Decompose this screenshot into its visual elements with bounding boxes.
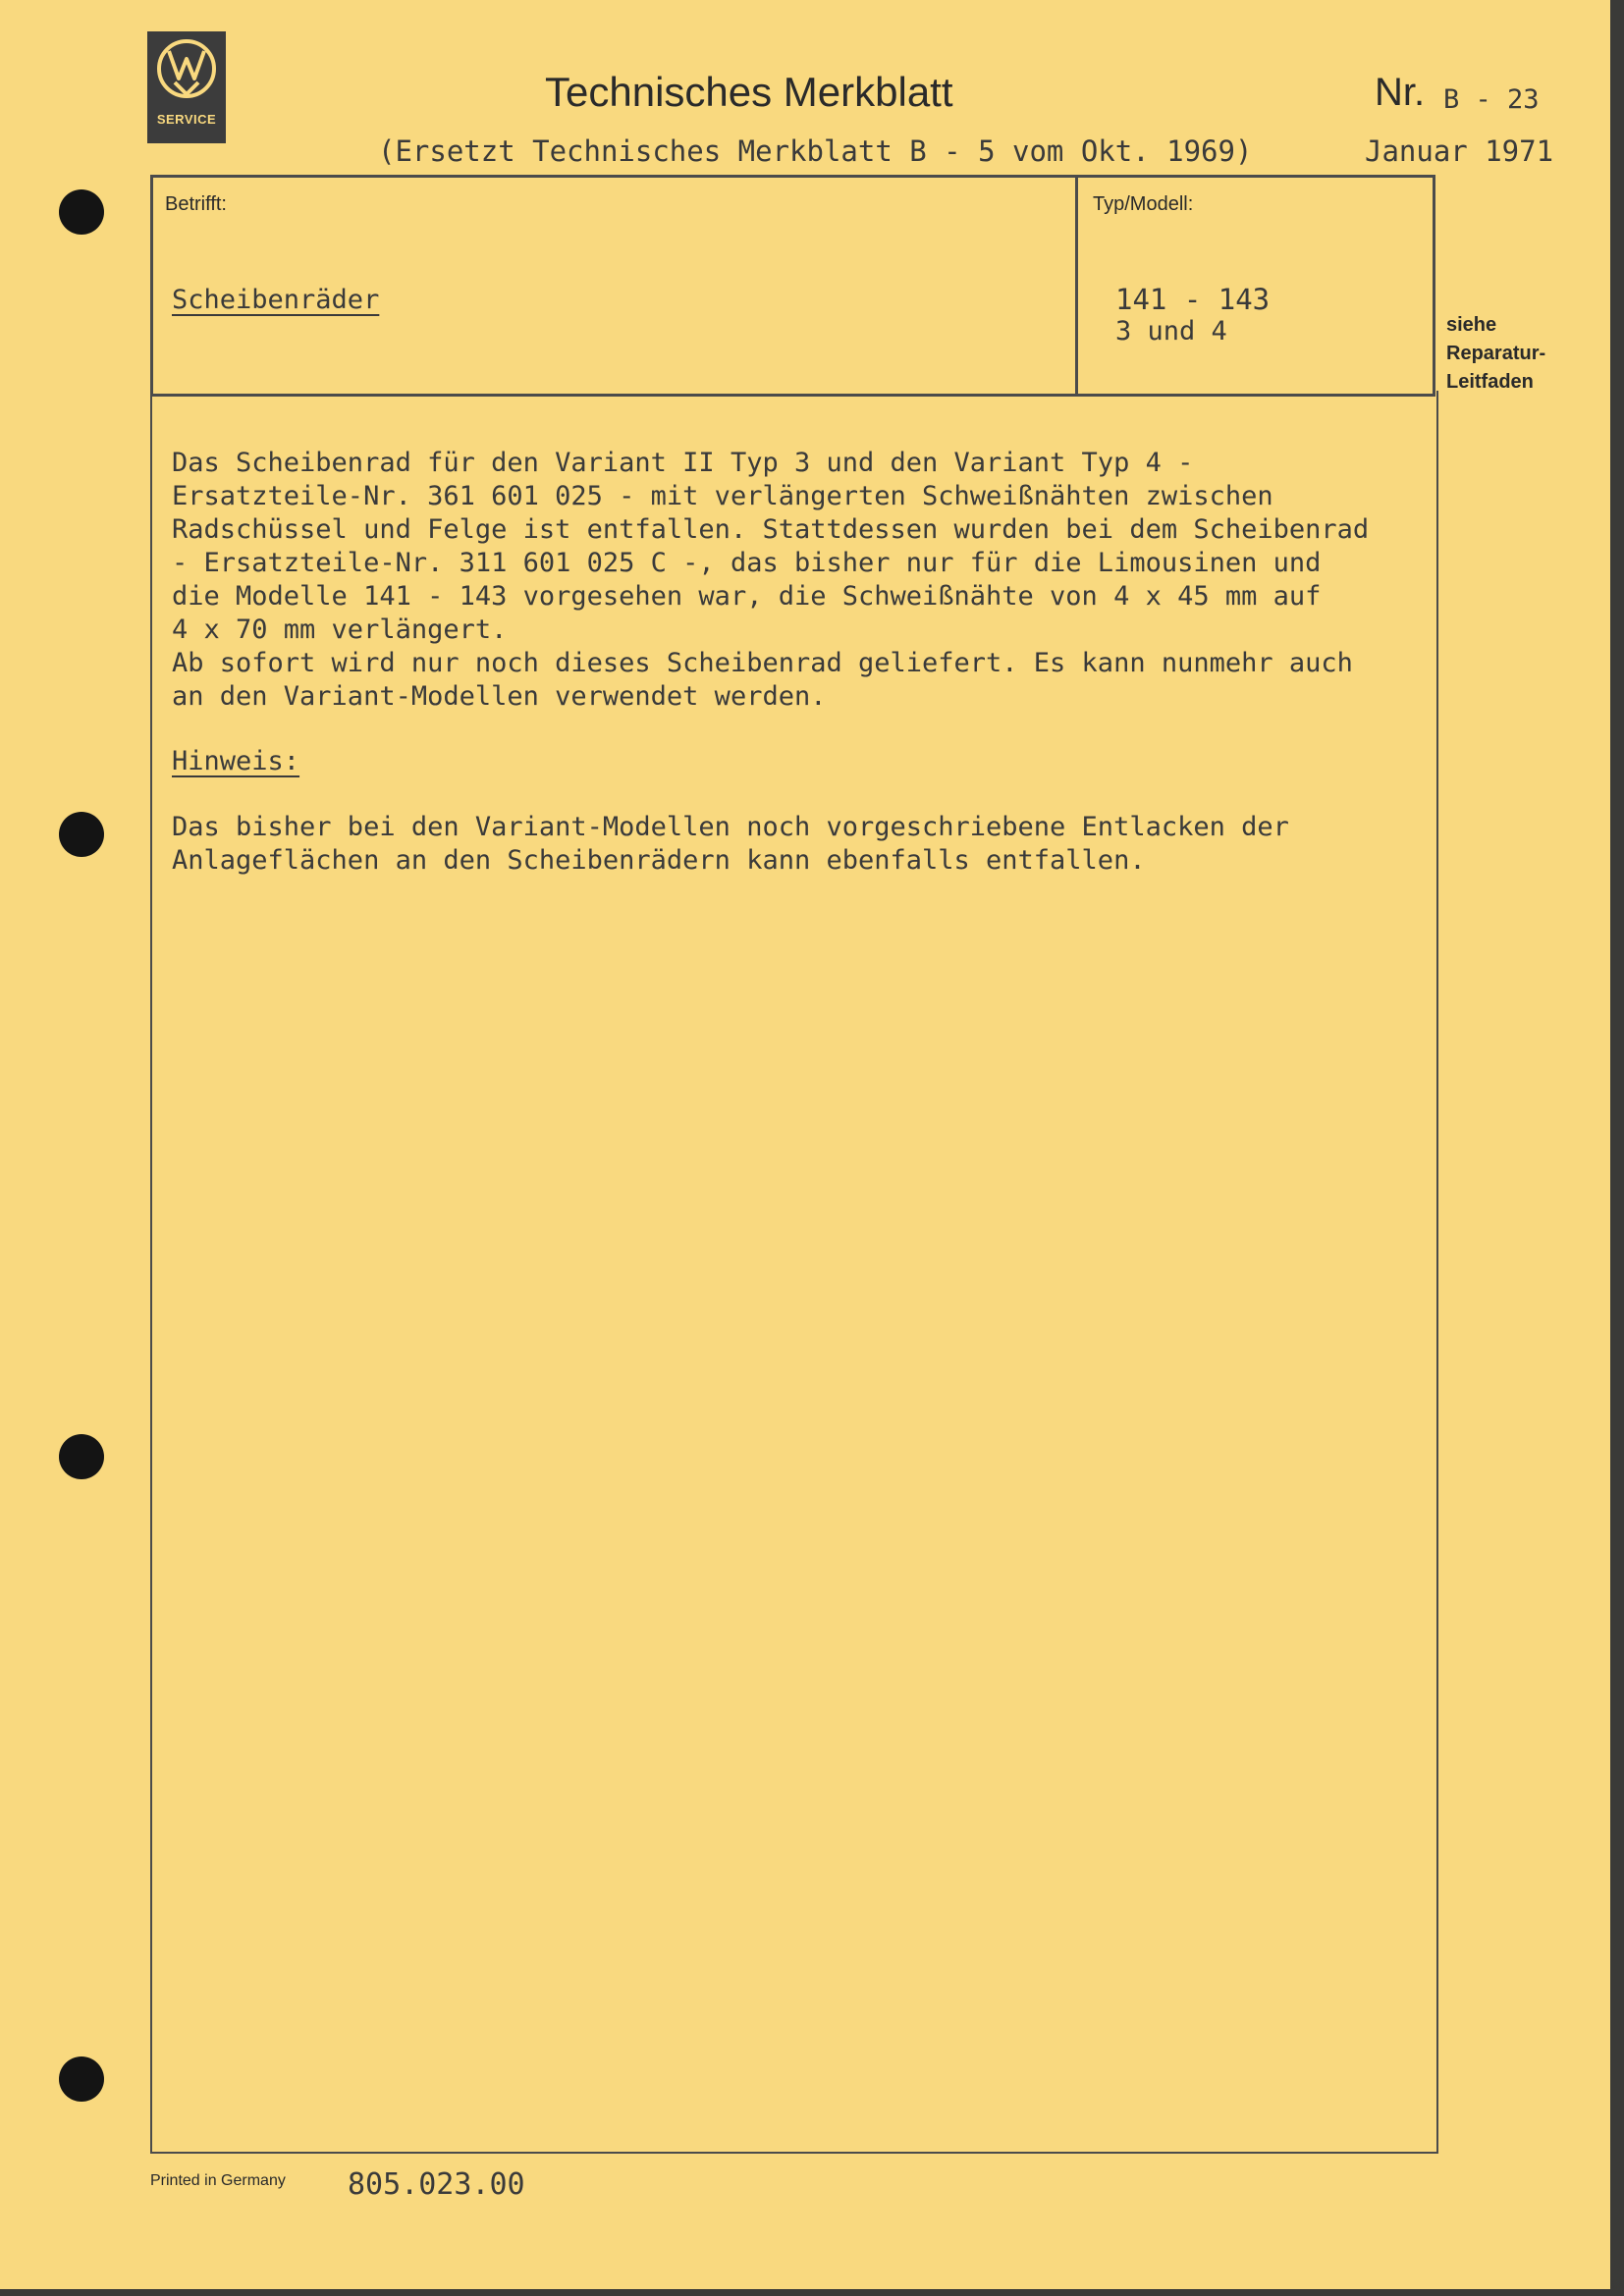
side-note-line: Reparatur- bbox=[1446, 343, 1546, 364]
printed-in-germany: Printed in Germany bbox=[150, 2172, 286, 2189]
nr-value: B - 23 bbox=[1443, 84, 1540, 115]
side-note-line: siehe bbox=[1446, 314, 1497, 336]
logo-text: SERVICE bbox=[156, 112, 217, 127]
typ-line-1: 141 - 143 bbox=[1115, 283, 1271, 316]
punch-hole bbox=[59, 1434, 104, 1479]
betrifft-label: Betrifft: bbox=[165, 193, 227, 215]
subject-text: Scheibenräder bbox=[172, 285, 380, 315]
side-note-line: Leitfaden bbox=[1446, 371, 1534, 393]
box-divider bbox=[1075, 178, 1078, 394]
side-note bbox=[1446, 311, 1545, 397]
part-number: 805.023.00 bbox=[348, 2167, 525, 2202]
vw-logo-icon bbox=[155, 37, 218, 100]
typ-modell-label: Typ/Modell: bbox=[1093, 193, 1194, 215]
page-title: Technisches Merkblatt bbox=[545, 69, 953, 115]
replaces-note: (Ersetzt Technisches Merkblatt B - 5 vom Okt. 1969) bbox=[378, 134, 1253, 168]
punch-hole bbox=[59, 812, 104, 857]
body-paragraph: Das Scheibenrad für den Variant II Typ 3 und den Variant Typ 4 - Ersatzteile-Nr. 361 601 025 - mit verlängerten Schweißnähten zwischen Radschüssel und Felge ist entfallen. Stattdessen wurden bei dem Scheibenrad - Ersatzteile-Nr. 311 601 025 C -, das bisher nur für die Limousinen und die Modelle 141 - 143 vorgesehen war, die Schweißnähte von 4 x 45 mm auf 4 x 70 mm verlängert. Ab sofort wird nur noch dieses Scheibenrad geliefert. Es kann nunmehr auch an den Variant-Modellen verwendet werden. bbox=[172, 448, 1370, 712]
hinweis-heading: Hinweis: bbox=[172, 746, 300, 776]
vw-service-logo bbox=[147, 31, 226, 143]
typ-line-2: 3 und 4 bbox=[1115, 316, 1227, 347]
issue-date: Januar 1971 bbox=[1365, 134, 1554, 168]
nr-label: Nr. bbox=[1375, 71, 1426, 114]
hinweis-paragraph: Das bisher bei den Variant-Modellen noch vorgeschriebene Entlacken der Anlageflächen an den Scheibenrädern kann ebenfalls entfallen. bbox=[172, 812, 1289, 876]
punch-hole bbox=[59, 2056, 104, 2102]
punch-hole bbox=[59, 189, 104, 235]
